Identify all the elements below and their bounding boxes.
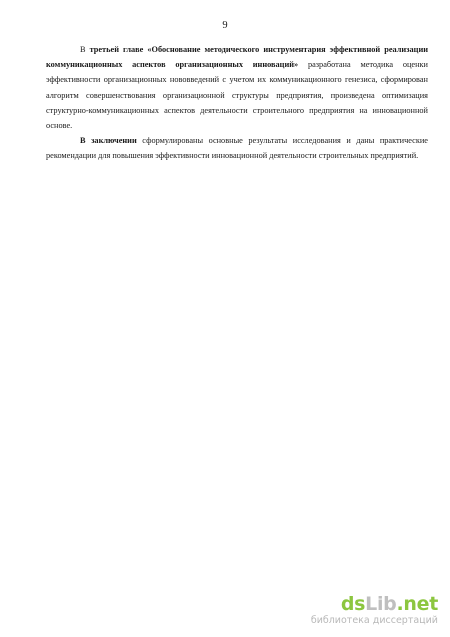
logo-part-lib: Lib — [365, 593, 397, 615]
paragraph-conclusion — [46, 133, 428, 163]
paragraph-bold-heading: третьей главе «Обоснование методического инструментария эффективной реализации коммуникационных аспектов организационных инноваций» — [46, 45, 429, 70]
document-body — [46, 42, 428, 164]
paragraph-body-text: разработана методика оценки эффективности организационных нововведений с учетом их коммуникационного генезиса, сформирован алгоритм совершенствования организационной структуры предприятия, произведена оптимизация структурно-коммуникационных аспектов деятельности строительного предприятия на инновационной основе. — [46, 60, 428, 131]
page-number: 9 — [222, 20, 228, 31]
watermark-subtitle: библиотека диссертаций — [310, 615, 438, 626]
logo-part-ds: ds — [340, 593, 366, 615]
paragraph-lead-text: В — [80, 45, 90, 54]
paragraph-body-text: сформулированы основные результаты исследования и даны практические рекомендации для повышения эффективности инновационной деятельности строительных предприятий. — [46, 136, 428, 161]
dslib-watermark — [298, 594, 438, 627]
logo-part-net: .net — [396, 593, 438, 615]
paragraph-bold-heading: В заключении — [80, 136, 137, 146]
paragraph-chapter-three — [46, 42, 428, 133]
dslib-logo — [298, 594, 438, 614]
